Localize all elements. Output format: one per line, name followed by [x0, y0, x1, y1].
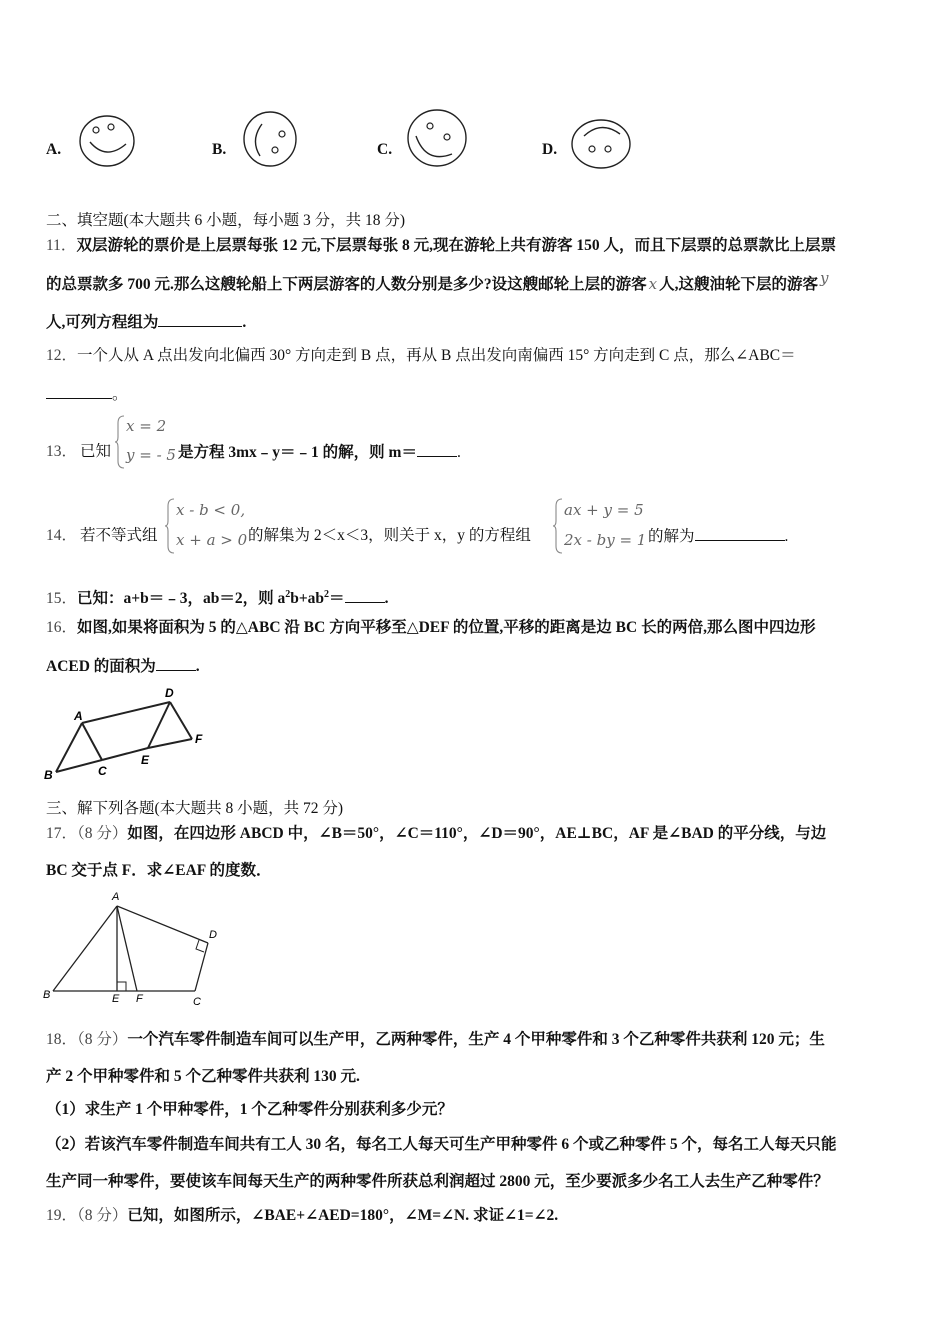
question-11-line-3 — [46, 312, 246, 333]
label-c: C — [193, 996, 201, 1008]
question-text: 如图,如果将面积为 5 的△ABC 沿 BC 方向平移至△DEF 的位置,平移的距离是边 BC 长的两倍,那么图中四边形 — [77, 619, 816, 636]
period: . — [384, 590, 389, 608]
answer-blank[interactable] — [156, 656, 196, 671]
question-17-line-1 — [46, 824, 826, 844]
period: 。 — [112, 386, 128, 403]
question-number: 14． — [46, 527, 78, 544]
question-19 — [46, 1206, 558, 1226]
question-14-mid: 的解集为 2＜x＜3，则关于 x，y 的方程组 — [248, 527, 531, 544]
question-text: 人,这艘油轮下层的游客 — [659, 276, 818, 293]
question-16-line-1 — [46, 618, 815, 638]
question-text: BC 交于点 F．求∠EAF 的度数． — [46, 862, 272, 879]
label-d: D — [209, 929, 217, 941]
period: . — [195, 658, 200, 675]
question-number: 16． — [46, 619, 78, 636]
question-text: 人,可列方程组为 — [46, 314, 159, 331]
system-equation-1: x = 2 — [126, 417, 167, 435]
answer-blank[interactable] — [695, 526, 785, 541]
option-a-label: A. — [46, 141, 62, 158]
question-points: （8 分） — [77, 1207, 128, 1224]
label-e: E — [112, 993, 120, 1005]
question-text: ＝ — [329, 590, 345, 608]
system-equation-2: y = - 5 — [126, 446, 176, 464]
superscript: 2 — [285, 589, 291, 600]
question-text: b+ab — [290, 590, 325, 608]
inequality-1: x - b < 0, — [176, 501, 246, 519]
question-text: 一个人从 A 点出发向北偏西 30° 方向走到 B 点，再从 B 点出发向南偏西 15° 方向走到 C 点，那么∠ABC＝ — [77, 347, 796, 364]
option-b-label: B. — [212, 141, 227, 158]
answer-blank[interactable] — [345, 588, 385, 603]
question-text: 如图，在四边形 ABCD 中，∠B＝50°，∠C＝110°，∠D＝90°，AE⊥BC，AF 是∠BAD 的平分线，与边 — [127, 825, 827, 842]
question-text: 双层游轮的票价是上层票每张 12 元,下层票每张 8 元,现在游轮上共有游客 150 人，而且下层票的总票款比上层票 — [76, 237, 836, 254]
inequality-2: x + a > 0 — [176, 531, 248, 549]
period: . — [242, 314, 247, 331]
face-icon-b — [242, 110, 300, 168]
question-11-line-1 — [46, 236, 836, 256]
quadrilateral-figure — [40, 888, 225, 1006]
question-text: 的总票款多 700 元.那么这艘轮船上下两层游客的人数分别是多少?设这艘邮轮上层的游客 — [46, 276, 647, 293]
label-c: C — [98, 764, 107, 778]
question-18-sub-2-line-1: （2）若该汽车零件制造车间共有工人 30 名，每名工人每天可生产甲种零件 6 个或乙种零件 5 个，每名工人每天只能 — [46, 1136, 837, 1153]
question-14-prefix: 若不等式组 — [80, 527, 158, 544]
label-a: A — [112, 891, 120, 903]
label-b: B — [44, 768, 53, 782]
question-11-line-2 — [46, 269, 829, 295]
label-f: F — [136, 993, 143, 1005]
system-equation-2: 2x - by = 1 — [564, 531, 647, 549]
question-18-line-2: 产 2 个甲种零件和 5 个乙种零件共获利 130 元. — [46, 1068, 360, 1085]
left-brace-icon — [553, 498, 563, 554]
answer-blank[interactable] — [417, 442, 457, 457]
option-d-label: D. — [542, 141, 558, 158]
question-text: 的解为 — [648, 528, 695, 545]
question-16-line-2 — [46, 656, 200, 677]
question-13-text — [178, 442, 461, 463]
question-number: 17． — [46, 825, 78, 842]
section-2-heading: 二、填空题(本大题共 6 小题，每小题 3 分，共 18 分) — [46, 212, 406, 229]
question-12-line-1 — [46, 346, 796, 366]
translation-figure — [40, 682, 215, 787]
period: . — [456, 444, 461, 461]
option-c-label: C. — [377, 141, 393, 158]
question-text: ACED 的面积为 — [46, 658, 156, 675]
face-icon-d — [570, 118, 634, 170]
face-icon-a — [78, 113, 138, 169]
left-brace-icon — [115, 415, 125, 469]
left-brace-icon — [165, 498, 175, 554]
question-number: 19． — [46, 1207, 78, 1224]
question-text: 已知：a+b＝﹣3，ab＝2，则 a — [77, 590, 286, 608]
question-18-sub-2-line-2: 生产同一种零件，要使该车间每天生产的两种零件所获总利润超过 2800 元，至少要派多少名工人去生产乙种零件？ — [46, 1173, 829, 1190]
answer-blank[interactable] — [46, 384, 112, 399]
question-number: 18． — [46, 1031, 78, 1048]
question-18-line-1 — [46, 1030, 825, 1050]
question-17-line-2 — [46, 861, 272, 881]
variable-y: y — [820, 269, 829, 287]
period: . — [784, 528, 789, 545]
answer-blank[interactable] — [158, 312, 242, 327]
question-points: （8 分） — [77, 1031, 128, 1048]
label-b: B — [43, 989, 51, 1001]
label-e: E — [141, 753, 150, 767]
label-a: A — [74, 709, 83, 723]
question-18-sub-1: （1）求生产 1 个甲种零件，1 个乙种零件分别获利多少元？ — [46, 1101, 453, 1118]
section-3-heading: 三、解下列各题(本大题共 8 小题，共 72 分) — [46, 800, 344, 817]
question-number: 13． — [46, 443, 78, 460]
question-number: 12． — [46, 347, 78, 364]
label-f: F — [195, 732, 203, 746]
question-number: 15． — [46, 590, 78, 608]
question-points: （8 分） — [77, 825, 128, 842]
face-icon-c — [406, 108, 468, 168]
question-text: 一个汽车零件制造车间可以生产甲，乙两种零件，生产 4 个甲种零件和 3 个乙种零件共获利 120 元；生 — [127, 1031, 825, 1048]
variable-x: x — [648, 275, 658, 293]
question-13-prefix: 已知 — [80, 443, 112, 460]
question-text: 是方程 3mx﹣y＝﹣1 的解，则 m＝ — [178, 444, 417, 461]
system-equation-1: ax + y = 5 — [564, 501, 644, 519]
question-text: 已知，如图所示，∠BAE+∠AED=180°，∠M=∠N. 求证∠1=∠2. — [127, 1207, 559, 1224]
question-15 — [46, 585, 388, 609]
superscript: 2 — [324, 589, 330, 600]
question-12-line-2 — [46, 384, 128, 405]
question-number: 11． — [46, 237, 77, 254]
question-14-end — [648, 526, 788, 547]
label-d: D — [165, 686, 174, 700]
